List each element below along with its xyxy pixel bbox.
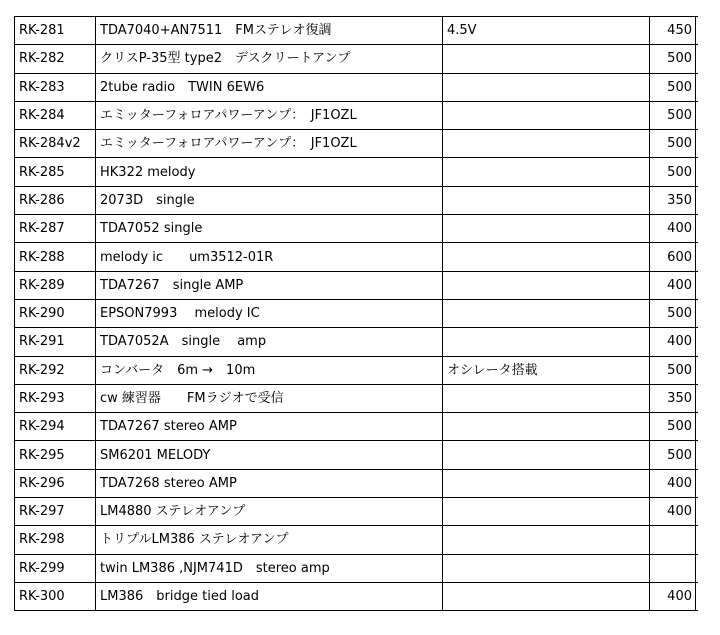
item-name-cell: エミッターフォロアパワーアンプ： JF1OZL (96, 101, 443, 129)
item-code-cell: RK-291 (15, 328, 96, 356)
item-code-cell: RK-282 (15, 45, 96, 73)
item-price-cell: 600 (650, 243, 696, 271)
item-name-cell: TDA7052 single (96, 215, 443, 243)
item-name-cell: LM386 bridge tied load (96, 582, 443, 610)
item-code-cell: RK-288 (15, 243, 96, 271)
item-price-cell: 500 (650, 413, 696, 441)
item-name-cell: TDA7267 single AMP (96, 271, 443, 299)
item-code-cell: RK-285 (15, 158, 96, 186)
item-price-cell: 400 (650, 582, 696, 610)
table-row (15, 526, 699, 554)
next-column-edge (696, 554, 699, 582)
item-code-cell: RK-296 (15, 469, 96, 497)
table-body (15, 17, 699, 611)
item-name-cell: melody ic um3512-01R (96, 243, 443, 271)
item-name-cell: TDA7267 stereo AMP (96, 413, 443, 441)
next-column-edge (696, 356, 699, 384)
item-code-cell: RK-284 (15, 101, 96, 129)
item-code-cell: RK-284v2 (15, 130, 96, 158)
item-note-cell (443, 299, 650, 327)
item-note-cell (443, 498, 650, 526)
table-row (15, 582, 699, 610)
item-name-cell: LM4880 ステレオアンプ (96, 498, 443, 526)
item-name-cell: エミッターフォロアパワーアンプ： JF1OZL (96, 130, 443, 158)
item-name-cell: TDA7052A single amp (96, 328, 443, 356)
item-note-cell (443, 271, 650, 299)
item-code-cell: RK-295 (15, 441, 96, 469)
table-row (15, 215, 699, 243)
item-note-cell (443, 582, 650, 610)
next-column-edge (696, 271, 699, 299)
next-column-edge (696, 384, 699, 412)
item-code-cell: RK-300 (15, 582, 96, 610)
table-row (15, 384, 699, 412)
item-code-cell: RK-287 (15, 215, 96, 243)
item-name-cell: TDA7040+AN7511 FMステレオ復調 (96, 17, 443, 45)
table-row (15, 130, 699, 158)
table-row (15, 243, 699, 271)
item-name-cell: TDA7268 stereo AMP (96, 469, 443, 497)
next-column-edge (696, 243, 699, 271)
item-price-cell: 500 (650, 299, 696, 327)
item-price-cell: 400 (650, 328, 696, 356)
item-code-cell: RK-289 (15, 271, 96, 299)
next-column-edge (696, 130, 699, 158)
item-price-cell: 400 (650, 469, 696, 497)
next-column-edge (696, 45, 699, 73)
table-row (15, 186, 699, 214)
item-price-cell: 450 (650, 17, 696, 45)
next-column-edge (696, 413, 699, 441)
item-price-cell: 350 (650, 384, 696, 412)
next-column-edge (696, 73, 699, 101)
parts-price-table (14, 16, 698, 611)
item-note-cell (443, 158, 650, 186)
table-row (15, 73, 699, 101)
next-column-edge (696, 186, 699, 214)
item-code-cell: RK-286 (15, 186, 96, 214)
next-column-edge (696, 17, 699, 45)
next-column-edge (696, 469, 699, 497)
next-column-edge (696, 101, 699, 129)
item-note-cell (443, 101, 650, 129)
next-column-edge (696, 526, 699, 554)
item-code-cell: RK-293 (15, 384, 96, 412)
item-name-cell: twin LM386 ,NJM741D stereo amp (96, 554, 443, 582)
item-code-cell: RK-290 (15, 299, 96, 327)
item-note-cell (443, 413, 650, 441)
item-name-cell: トリプルLM386 ステレオアンプ (96, 526, 443, 554)
item-price-cell: 400 (650, 215, 696, 243)
next-column-edge (696, 215, 699, 243)
item-note-cell: 4.5V (443, 17, 650, 45)
item-note-cell (443, 384, 650, 412)
item-note-cell (443, 73, 650, 101)
item-note-cell (443, 186, 650, 214)
item-note-cell (443, 45, 650, 73)
item-price-cell: 400 (650, 498, 696, 526)
item-name-cell: クリスP-35型 type2 デスクリートアンプ (96, 45, 443, 73)
item-price-cell (650, 554, 696, 582)
table-row (15, 554, 699, 582)
item-note-cell (443, 441, 650, 469)
item-note-cell (443, 469, 650, 497)
table-row (15, 17, 699, 45)
item-price-cell: 400 (650, 271, 696, 299)
item-code-cell: RK-281 (15, 17, 96, 45)
item-note-cell (443, 130, 650, 158)
next-column-edge (696, 328, 699, 356)
item-price-cell: 500 (650, 101, 696, 129)
table-row (15, 413, 699, 441)
next-column-edge (696, 582, 699, 610)
item-price-cell: 500 (650, 158, 696, 186)
item-code-cell: RK-298 (15, 526, 96, 554)
next-column-edge (696, 498, 699, 526)
item-price-cell: 500 (650, 441, 696, 469)
item-note-cell (443, 328, 650, 356)
item-price-cell: 500 (650, 73, 696, 101)
table-row (15, 45, 699, 73)
table-row (15, 328, 699, 356)
item-note-cell (443, 554, 650, 582)
next-column-edge (696, 158, 699, 186)
table-row (15, 299, 699, 327)
item-price-cell: 500 (650, 45, 696, 73)
item-name-cell: cw 練習器 FMラジオで受信 (96, 384, 443, 412)
next-column-edge (696, 441, 699, 469)
item-code-cell: RK-297 (15, 498, 96, 526)
table-row (15, 356, 699, 384)
item-code-cell: RK-283 (15, 73, 96, 101)
table-row (15, 469, 699, 497)
item-code-cell: RK-299 (15, 554, 96, 582)
item-price-cell: 500 (650, 356, 696, 384)
item-name-cell: EPSON7993 melody IC (96, 299, 443, 327)
item-price-cell: 350 (650, 186, 696, 214)
item-note-cell (443, 526, 650, 554)
table-row (15, 498, 699, 526)
table-row (15, 158, 699, 186)
item-code-cell: RK-292 (15, 356, 96, 384)
table-row (15, 101, 699, 129)
item-name-cell: コンバータ 6m → 10m (96, 356, 443, 384)
item-code-cell: RK-294 (15, 413, 96, 441)
item-name-cell: HK322 melody (96, 158, 443, 186)
item-price-cell (650, 526, 696, 554)
item-note-cell: オシレータ搭載 (443, 356, 650, 384)
item-price-cell: 500 (650, 130, 696, 158)
item-name-cell: 2tube radio TWIN 6EW6 (96, 73, 443, 101)
table-row (15, 271, 699, 299)
item-note-cell (443, 243, 650, 271)
item-note-cell (443, 215, 650, 243)
item-name-cell: 2073D single (96, 186, 443, 214)
item-name-cell: SM6201 MELODY (96, 441, 443, 469)
next-column-edge (696, 299, 699, 327)
table-row (15, 441, 699, 469)
